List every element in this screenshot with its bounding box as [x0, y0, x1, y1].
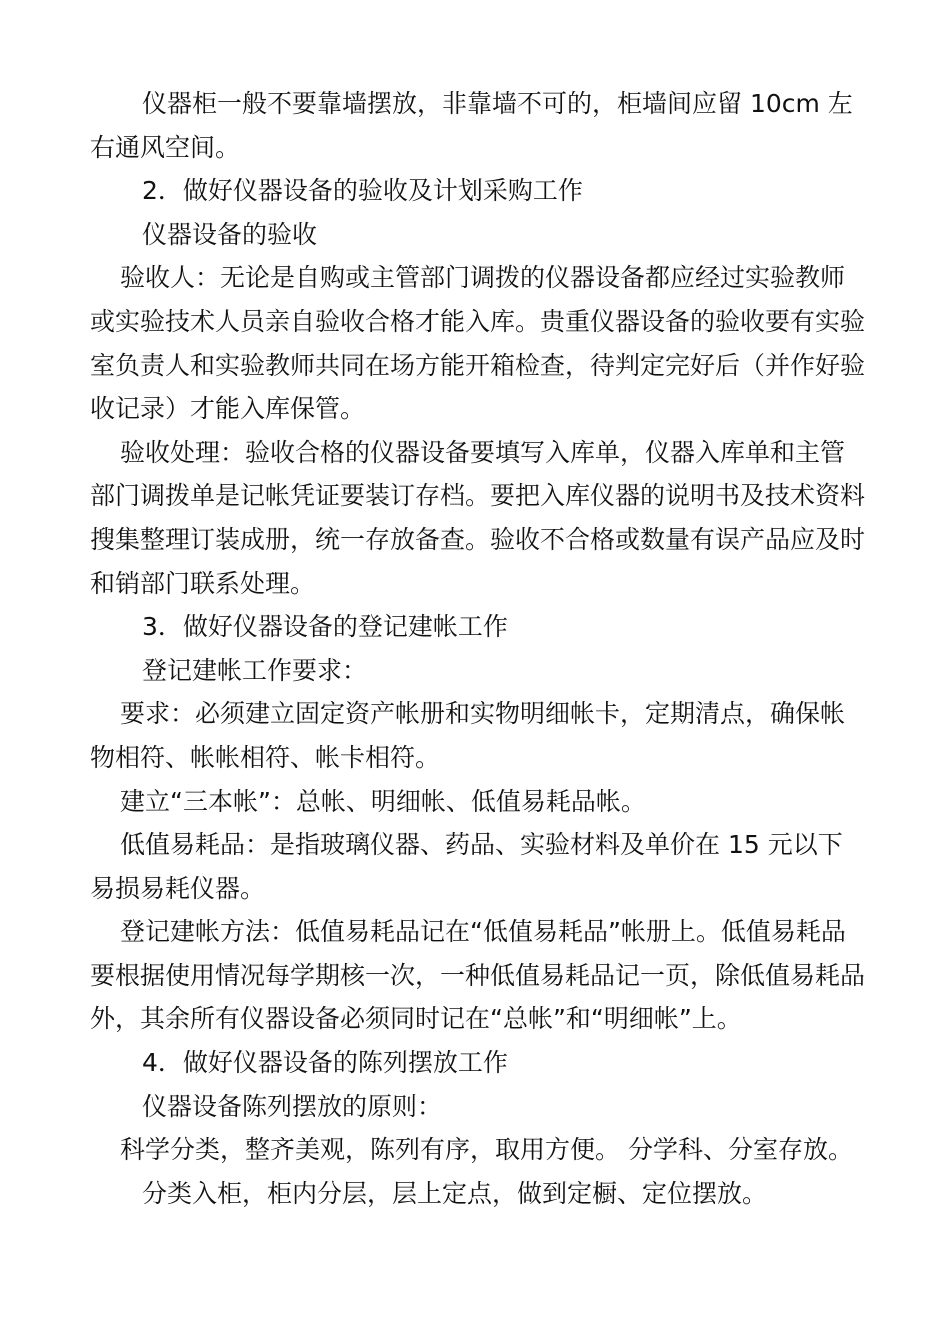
paragraph-requirements: 要求：必须建立固定资产帐册和实物明细帐卡，定期清点，确保帐物相符、帐帐相符、帐卡相符。: [90, 699, 846, 772]
paragraph-acceptance-handling: 验收处理：验收合格的仪器设备要填写入库单，仪器入库单和主管部门调拨单是记帐凭证要装订存档。要把入库仪器的说明书及技术资料搜集整理订装成册，统一存放备查。验收不合格或数量有误产品应及时和销部门联系处理。: [90, 437, 866, 598]
paragraph-cabinet-placement: 仪器柜一般不要靠墙摆放，非靠墙不可的，柜墙间应留 10cm 左右通风空间。: [90, 89, 853, 162]
subheading-equipment-acceptance: 仪器设备的验收: [142, 219, 318, 249]
heading-acceptance-procurement: 2．做好仪器设备的验收及计划采购工作: [142, 176, 583, 206]
document-body: [90, 82, 865, 1215]
subheading-registration-requirements: 登记建帐工作要求：: [142, 655, 368, 685]
paragraph-registration-method: 登记建帐方法：低值易耗品记在“低值易耗品”帐册上。低值易耗品要根据使用情况每学期核一次，一种低值易耗品记一页，除低值易耗品外，其余所有仪器设备必须同时记在“总帐”和“明细帐”上。: [90, 917, 866, 1034]
paragraph-classification: 科学分类，整齐美观，陈列有序，取用方便。 分学科、分室存放。: [120, 1135, 853, 1165]
paragraph-acceptance-person: 验收人：无论是自购或主管部门调拨的仪器设备都应经过实验教师或实验技术人员亲自验收合格才能入库。贵重仪器设备的验收要有实验室负责人和实验教师共同在场方能开箱检查，待判定完好后（并作好验收记录）才能入库保管。: [90, 263, 866, 424]
paragraph-low-value-consumables: 低值易耗品：是指玻璃仪器、药品、实验材料及单价在 15 元以下易损易耗仪器。: [90, 830, 843, 903]
heading-registration-accounts: 3．做好仪器设备的登记建帐工作: [142, 612, 508, 642]
paragraph-cabinet-sorting: 分类入柜，柜内分层，层上定点，做到定橱、定位摆放。: [142, 1178, 768, 1208]
paragraph-three-ledgers: 建立“三本帐”：总帐、明细帐、低值易耗品帐。: [120, 786, 646, 816]
subheading-display-principles: 仪器设备陈列摆放的原则：: [142, 1091, 443, 1121]
heading-display-arrangement: 4．做好仪器设备的陈列摆放工作: [142, 1048, 508, 1078]
